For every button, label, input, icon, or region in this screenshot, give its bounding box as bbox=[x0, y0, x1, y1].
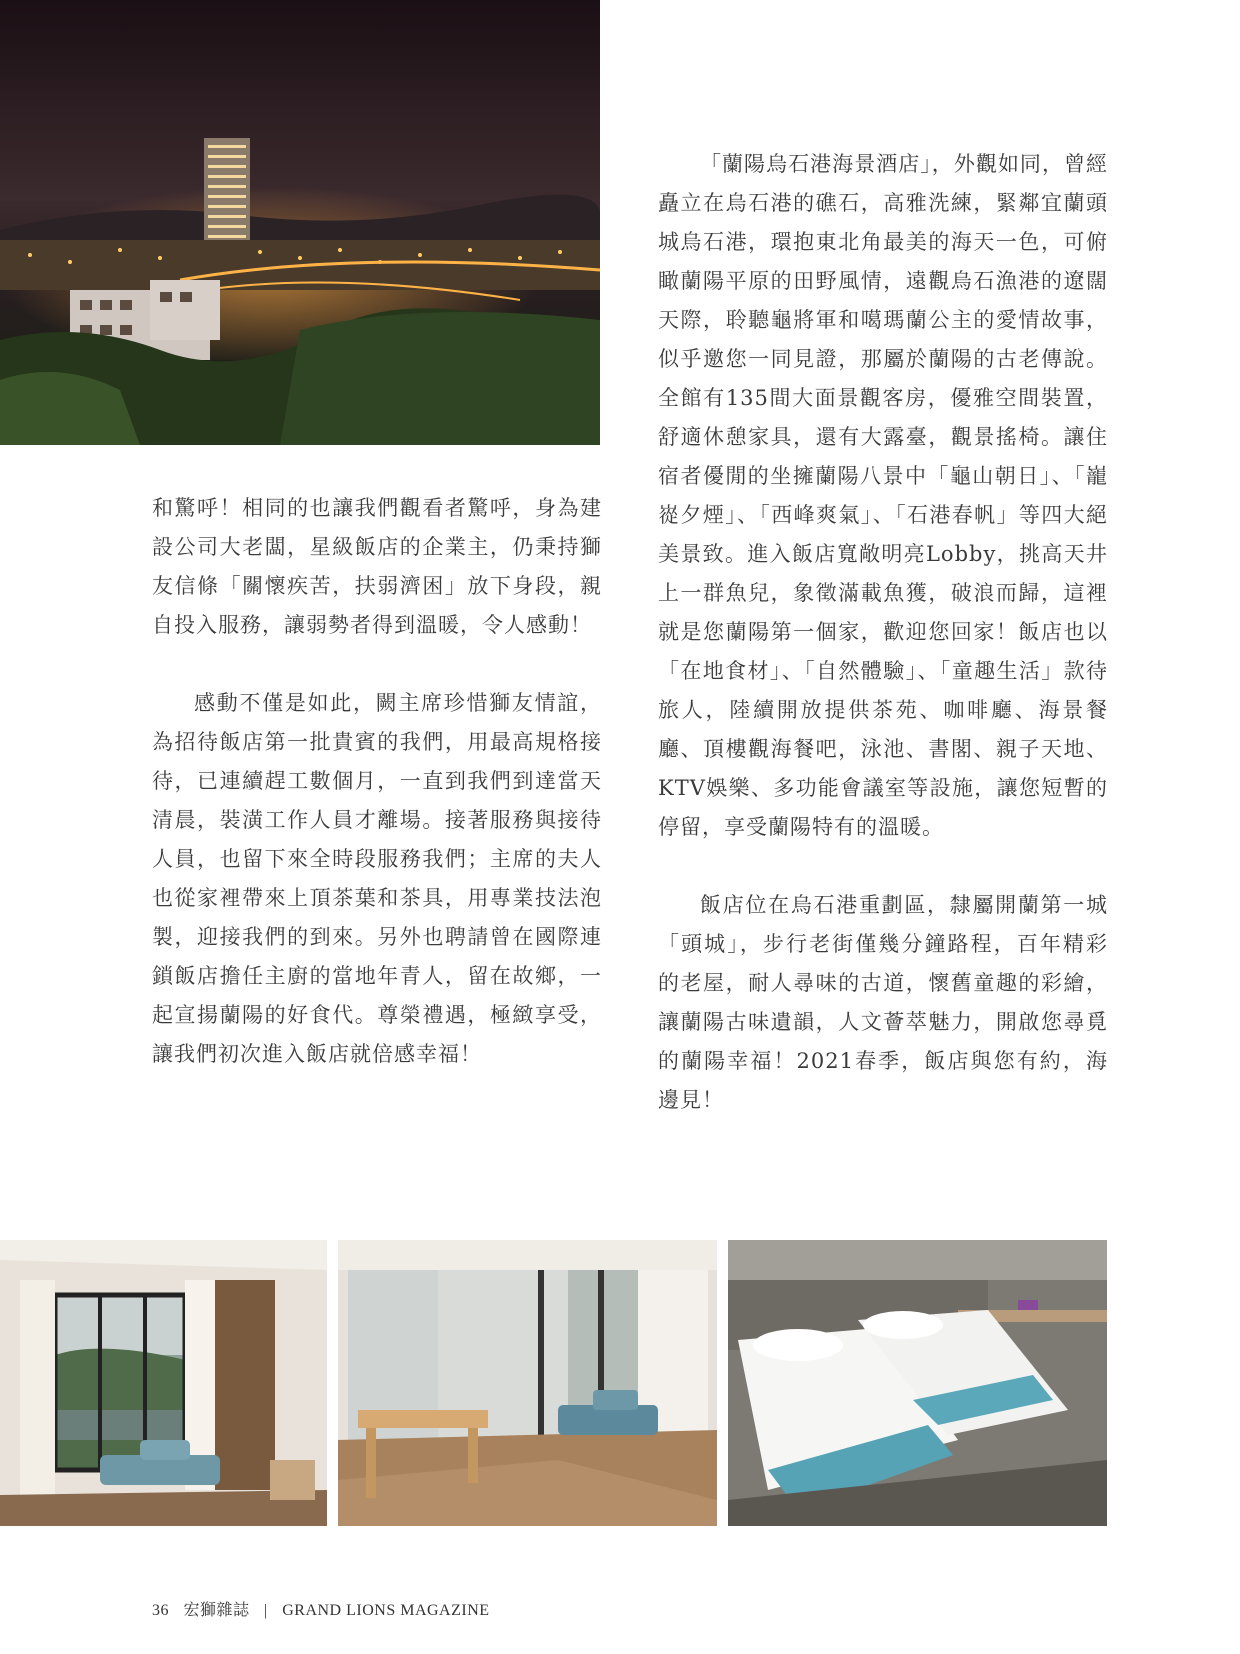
magazine-name-english: GRAND LIONS MAGAZINE bbox=[282, 1602, 490, 1619]
night-city-photo bbox=[0, 0, 600, 445]
right-paragraph-2: 飯店位在烏石港重劃區，隸屬開蘭第一城「頭城」，步行老街僅幾分鐘路程，百年精彩的老屋，耐人尋味的古道，懷舊童趣的彩繪，讓蘭陽古味遺韻，人文薈萃魅力，開啟您尋覓的蘭陽幸福！2021春季，飯店與您有約，海邊見！ bbox=[658, 893, 1108, 1112]
page-footer bbox=[152, 1597, 500, 1620]
hotel-room-table-photo bbox=[338, 1240, 717, 1526]
left-paragraph-1: 和驚呼！相同的也讓我們觀看者驚呼，身為建設公司大老闆，星級飯店的企業主，仍秉持獅友信條「關懷疾苦，扶弱濟困」放下身段，親自投入服務，讓弱勢者得到溫暖，令人感動！ bbox=[152, 496, 602, 637]
hotel-room-window-photo bbox=[0, 1240, 327, 1526]
left-text-column bbox=[152, 489, 602, 1074]
footer-separator: | bbox=[264, 1602, 268, 1619]
right-paragraph-1: 「蘭陽烏石港海景酒店」，外觀如同，曾經矗立在烏石港的礁石，高雅洗練，緊鄰宜蘭頭城烏石港，環抱東北角最美的海天一色，可俯瞰蘭陽平原的田野風情，遠觀烏石漁港的遼闊天際，聆聽龜將軍和噶瑪蘭公主的愛情故事，似乎邀您一同見證，那屬於蘭陽的古老傳說。全館有135間大面景觀客房，優雅空間裝置，舒適休憩家具，還有大露臺，觀景搖椅。讓住宿者優閒的坐擁蘭陽八景中「龜山朝日」、「巃嵸夕煙」、「西峰爽氣」、「石港春帆」等四大絕美景致。進入飯店寬敞明亮Lobby，挑高天井上一群魚兒，象徵滿載魚獲，破浪而歸，這裡就是您蘭陽第一個家，歡迎您回家！飯店也以「在地食材」、「自然體驗」、「童趣生活」款待旅人，陸續開放提供茶苑、咖啡廳、海景餐廳、頂樓觀海餐吧，泳池、書閣、親子天地、KTV娛樂、多功能會議室等設施，讓您短暫的停留，享受蘭陽特有的溫暖。 bbox=[658, 152, 1108, 839]
hotel-twin-beds-photo bbox=[728, 1240, 1107, 1526]
magazine-name-chinese: 宏獅雜誌 bbox=[183, 1602, 250, 1619]
left-paragraph-2: 感動不僅是如此，闕主席珍惜獅友情誼，為招待飯店第一批貴賓的我們，用最高規格接待，已連續趕工數個月，一直到我們到達當天清晨，裝潢工作人員才離場。接著服務與接待人員，也留下來全時段服務我們；主席的夫人也從家裡帶來上頂茶葉和茶具，用專業技法泡製，迎接我們的到來。另外也聘請曾在國際連鎖飯店擔任主廚的當地年青人，留在故鄉，一起宣揚蘭陽的好食代。尊榮禮遇，極緻享受，讓我們初次進入飯店就倍感幸福！ bbox=[152, 691, 602, 1066]
right-text-column bbox=[658, 145, 1108, 1120]
page-number: 36 bbox=[152, 1602, 169, 1619]
